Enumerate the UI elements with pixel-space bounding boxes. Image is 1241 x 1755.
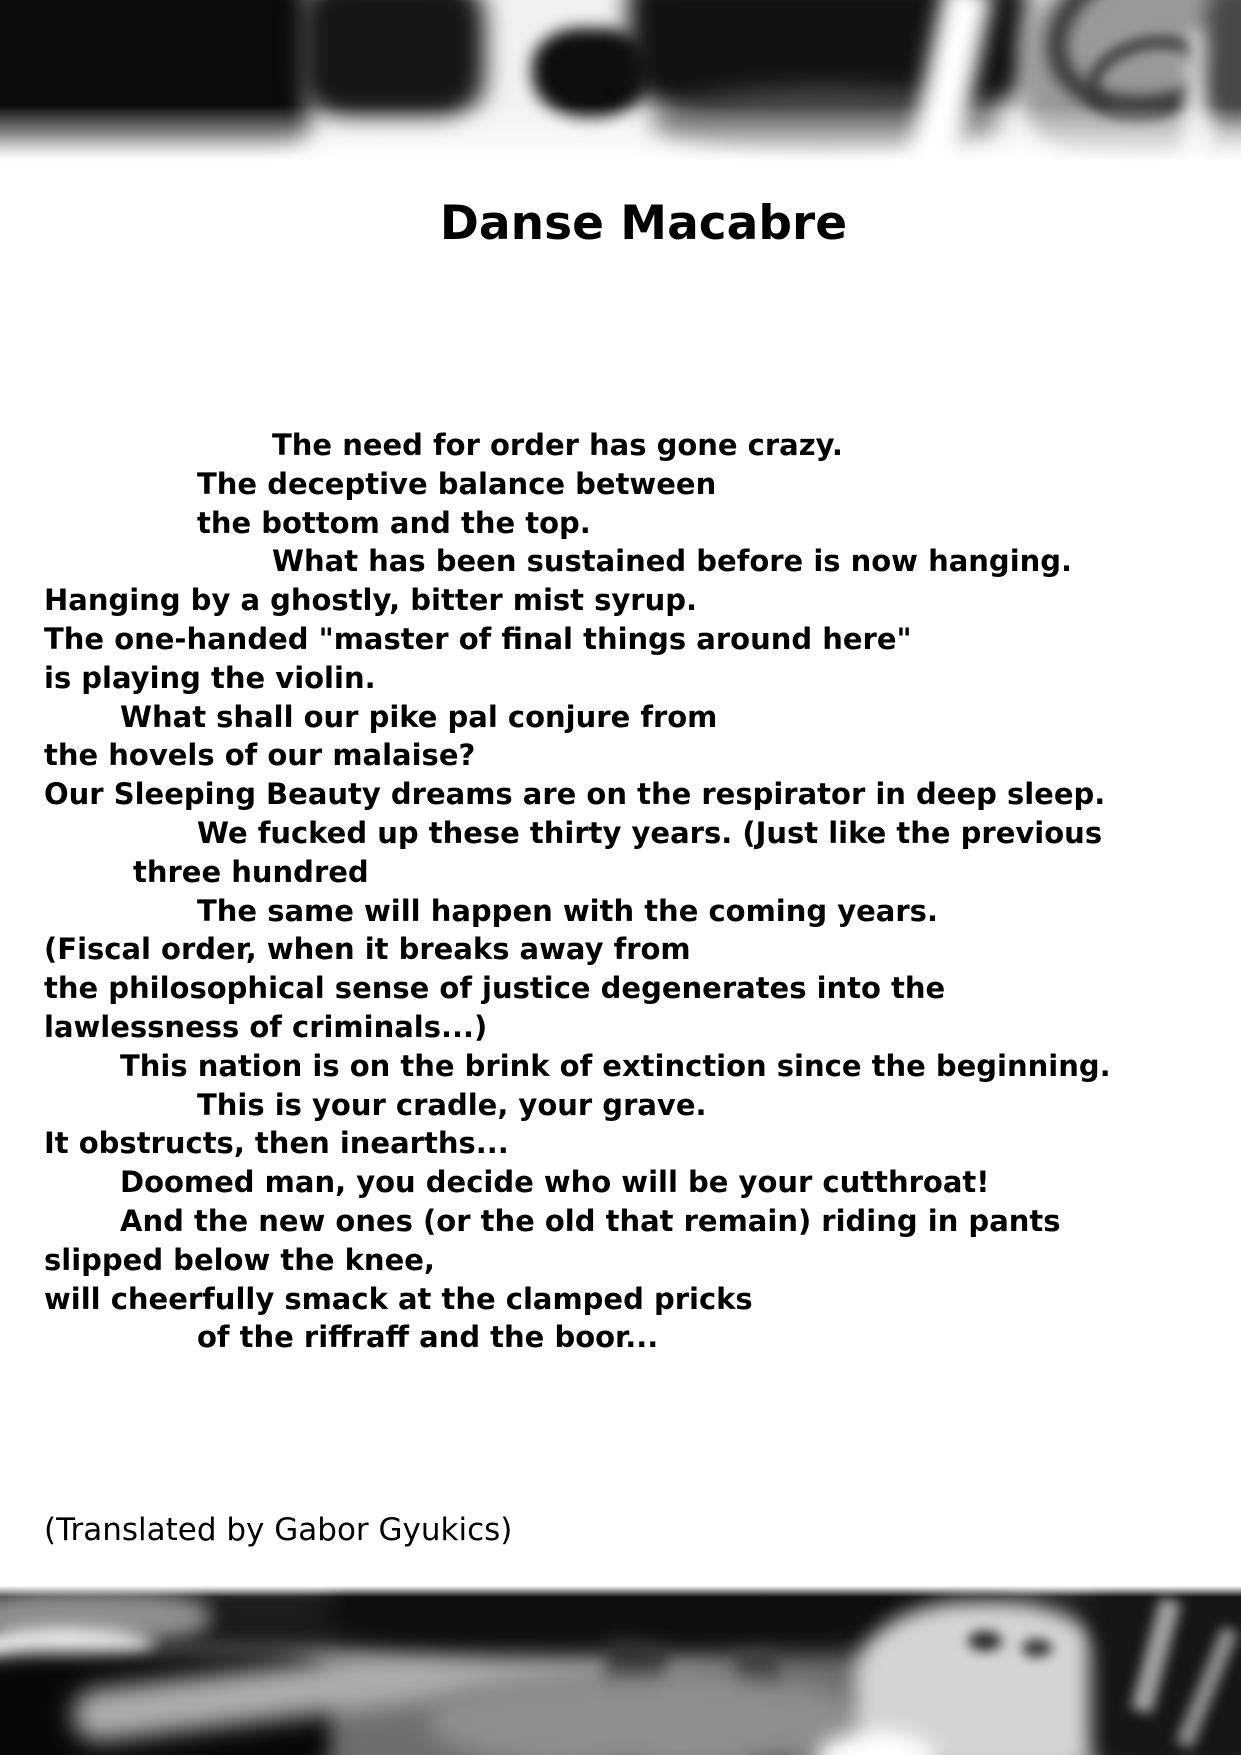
poem-line: The one-handed "master of final things around here" [44,621,912,656]
poem-line: It obstructs, then inearths... [44,1126,509,1161]
footer-artwork [0,1583,1241,1755]
poem-line: the hovels of our malaise? [44,738,476,773]
poem-line: is playing the violin. [44,660,376,695]
artwork-shape [300,0,485,120]
poem-line: Our Sleeping Beauty dreams are on the respirator in deep sleep. [44,777,1106,812]
poem-line: What has been sustained before is now hanging. [272,544,1073,579]
artwork-shape [430,1673,860,1755]
poem-line: The need for order has gone crazy. [272,428,843,462]
poem-line: The deceptive balance between [197,466,717,501]
poem-line: the philosophical sense of justice degenerates into the [44,971,946,1006]
poem [44,426,1111,1357]
poem-line: the bottom and the top. [197,505,591,540]
poem-line: slipped below the knee, [44,1242,435,1277]
poem-line: This is your cradle, your grave. [197,1087,707,1122]
poem-line: three hundred [133,854,369,889]
poem-line: Doomed man, you decide who will be your cutthroat! [120,1165,990,1200]
poem-line: And the new ones (or the old that remain) riding in pants [120,1203,1061,1238]
poem-line: will cheerfully smack at the clamped pricks [44,1281,753,1316]
page-title: Danse Macabre [439,196,848,251]
poem-line: The same will happen with the coming years. [197,893,938,928]
poem-line: What shall our pike pal conjure from [120,699,718,734]
poem-line: lawlessness of criminals...) [44,1009,488,1044]
poem-line: of the riffraff and the boor... [197,1320,659,1355]
artwork-shape [968,1631,1002,1651]
poem-line: This nation is on the brink of extinction since the beginning. [120,1048,1111,1083]
header-artwork [0,0,1241,168]
poem-line: We fucked up these thirty years. (Just like the previous [197,815,1103,850]
translator-credit: (Translated by Gabor Gyukics) [44,1512,513,1548]
poem-line: (Fiscal order, when it breaks away from [44,932,691,967]
artwork-fade [0,1583,1241,1597]
poem-line: Hanging by a ghostly, bitter mist syrup. [44,583,698,618]
artwork-shape [1022,1639,1052,1657]
artwork-fade [0,105,1241,168]
